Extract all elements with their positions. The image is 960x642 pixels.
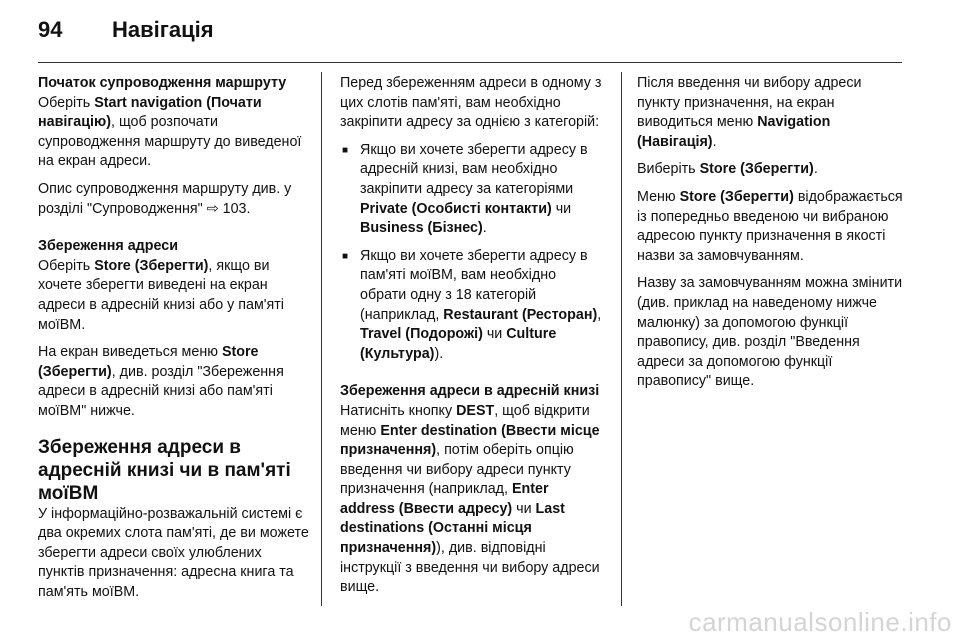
paragraph: Меню Store (Зберегти) відображається із попередньо введеною чи вибраною адресою пункту призначення в якості назви за замовчуванням. [637,188,903,264]
menu-option: Start navigation (Почати навігацію) [38,94,262,131]
paragraph: Опис супроводження маршруту див. у розділі "Супроводження" ⇨ 103. [38,180,292,217]
paragraph: Натисніть кнопку DEST, щоб відкрити меню Enter destination (Ввести місце призначення), потім оберіть опцію введення чи вибору адреси пункту призначення (наприклад, Enter address (Ввести адресу) чи Last destinations (Останні місця призначення)), див. відповідні інструкції з введення чи вибору адреси вище. [340,402,600,596]
column-divider [621,72,622,606]
page-title: Навігація [112,17,214,42]
list-item: ■ Якщо ви хочете зберегти адресу в адресній книзі, вам необхідно закріпити адресу за категоріями Private (Особисті контакти) чи Business (Бізнес). [340,141,606,239]
section-heading: Початок супроводження маршруту [38,75,287,91]
watermark: carmanualsonline.info [688,607,952,637]
paragraph: Після введення чи вибору адреси пункту призначення, на екран виводиться меню Navigation (Навігація). [637,75,862,150]
header-divider [38,62,902,63]
paragraph: Назву за замовчуванням можна змінити (див. приклад на наведеному нижче малюнку) за допомогою функції правопису, див. розділ "Введення адреси за допомогою функції правопису" вище. [637,275,903,390]
column-2 [340,74,606,606]
list-item: ■ Якщо ви хочете зберегти адресу в пам'яті моїВМ, вам необхідно обрати одну з 18 категорій (наприклад, Restaurant (Ресторан), Travel (Подорожі) чи Culture (Культура)). [340,247,606,365]
page-reference: 103. [218,200,251,217]
section-heading-large: Збереження адреси в адресній книзі чи в пам'яті моїВМ [38,436,291,504]
paragraph: Оберіть Start navigation (Почати навігацію), щоб розпочати супроводження маршруту до виведеної на екран адреси. [38,94,302,170]
bullet-icon: ■ [342,144,349,156]
section-heading: Збереження адреси [38,238,178,255]
menu-option: Store (Зберегти) [38,344,259,380]
paragraph: Перед збереженням адреси в одному з цих слотів пам'яті, вам необхідно закріпити адресу за однією з категорій: [340,75,602,131]
column-divider [321,72,322,606]
arrow-icon: ⇨ [206,200,219,217]
paragraph: Оберіть Store (Зберегти), якщо ви хочете зберегти виведені на екран адреси в адресній книзі або у пам'яті моїВМ. [38,257,284,333]
page-header [38,8,214,52]
column-1 [38,74,312,610]
menu-option: Store (Зберегти) [94,257,209,274]
section-heading: Збереження адреси в адресній книзі [340,383,600,400]
bullet-icon: ■ [342,250,349,262]
page-number: 94 [38,17,63,42]
paragraph: На екран виведеться меню Store (Зберегти), див. розділ "Збереження адреси в адресній книзі або пам'яті моїВМ" нижче. [38,344,284,419]
paragraph: У інформаційно-розважальній системі є два окремих слота пам'яті, де ви можете зберегти адреси своїх улюблених пунктів призначення: адресна книга та пам'ять моїВМ. [38,505,309,600]
column-3 [637,74,905,400]
paragraph: Виберіть Store (Зберегти). [637,161,818,178]
